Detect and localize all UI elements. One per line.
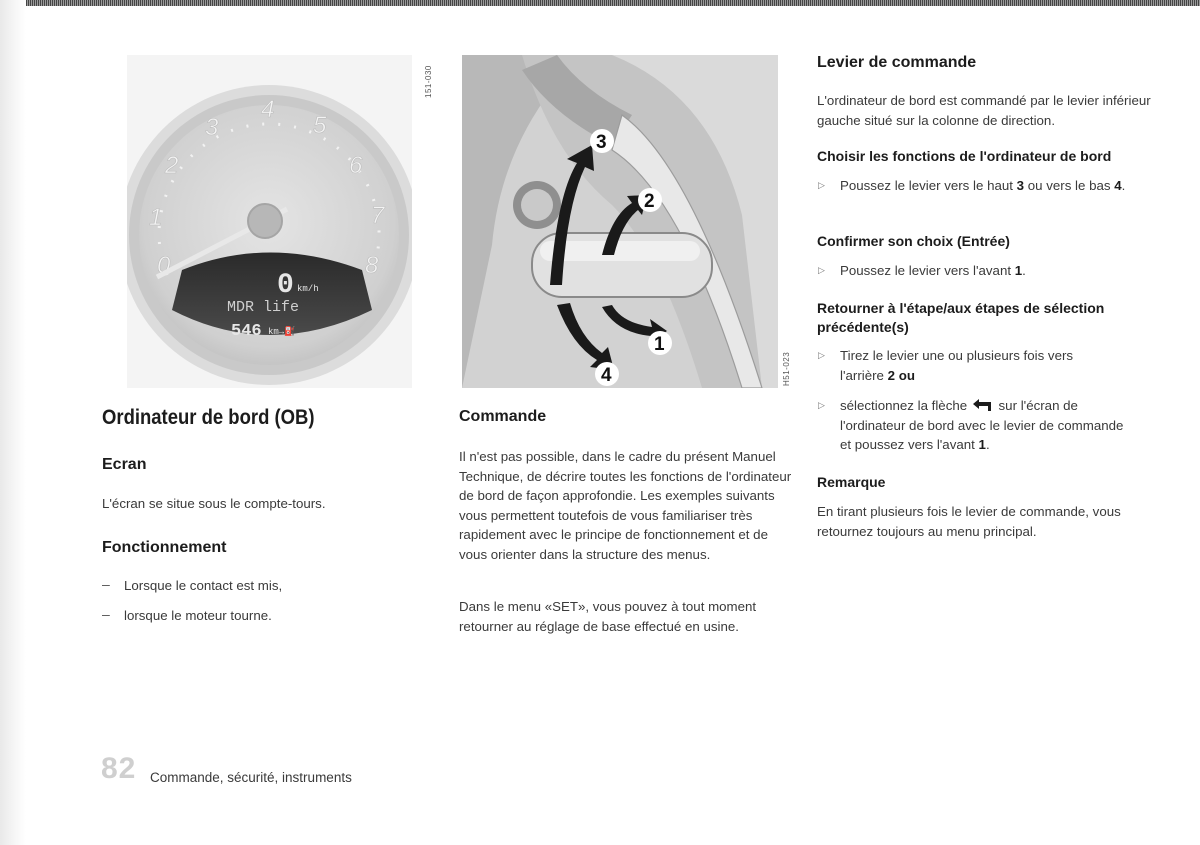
triangle-right-icon: ▷ <box>818 350 825 360</box>
triangle-right-icon: ▷ <box>818 400 825 410</box>
callout-2: 2 <box>644 191 655 212</box>
retourner-item-1: Tirez le levier une ou plusieurs fois vers l'arrière 2 ou <box>840 348 1074 383</box>
figure-tachometer <box>127 55 412 388</box>
dash-bullet: – <box>102 576 110 592</box>
heading-confirmer: Confirmer son choix (Entrée) <box>817 233 1010 249</box>
heading-choisir: Choisir les fonctions de l'ordinateur de bord <box>817 148 1112 164</box>
footer-section: Commande, sécurité, instruments <box>150 770 352 785</box>
lcd-mode: MDR life <box>227 299 300 316</box>
callout-4: 4 <box>601 365 612 386</box>
lever-illustration <box>462 55 778 388</box>
figure-code-left: 151-030 <box>424 65 433 98</box>
dial-label: 6 <box>349 152 363 179</box>
ecran-text: L'écran se situe sous le compte-tours. <box>102 496 326 511</box>
lcd-distance-unit: km→⛽ <box>268 327 296 337</box>
retourner-item-2: sélectionnez la flèche sur l'écran de l'ordinateur de bord avec le levier de commande et poussez vers l'avant 1. <box>840 398 1124 452</box>
heading-commande: Commande <box>459 408 547 425</box>
triangle-right-icon: ▷ <box>818 180 825 190</box>
levier-intro: L'ordinateur de bord est commandé par le levier inférieur gauche situé sur la colonne de direction. <box>817 93 1151 128</box>
fonct-item-2: lorsque le moteur tourne. <box>124 608 272 623</box>
dash-bullet: – <box>102 606 110 622</box>
dial-label: 3 <box>205 114 219 141</box>
heading-ecran: Ecran <box>102 456 147 473</box>
figure-code-right: H51-023 <box>782 351 791 386</box>
heading-remarque: Remarque <box>817 474 886 490</box>
section-title: Ordinateur de bord (OB) <box>102 406 315 429</box>
commande-para-1: Il n'est pas possible, dans le cadre du présent Manuel Technique, de décrire toutes les fonctions de l'ordinateur de bord de façon approfondie. Les exemples suivants vous permettent toutefois de vous familiariser très rapidement avec le principe de fonctionnement et de vous orienter dans la structure des menus. <box>459 449 792 562</box>
tachometer-illustration <box>127 55 412 388</box>
callout-1: 1 <box>654 334 665 355</box>
scan-binding-edge <box>0 0 26 845</box>
return-arrow-icon <box>971 398 995 412</box>
commande-para-2: Dans le menu «SET», vous pouvez à tout moment retourner au réglage de base effectué en usine. <box>459 599 757 634</box>
heading-levier: Levier de commande <box>817 54 977 71</box>
dial-label: 7 <box>371 202 385 229</box>
dial-label: 2 <box>165 152 179 179</box>
lcd-speed: 0 <box>277 270 294 301</box>
fonct-item-1: Lorsque le contact est mis, <box>124 578 283 593</box>
dial-label: 4 <box>261 96 275 123</box>
remarque-text: En tirant plusieurs fois le levier de commande, vous retournez toujours au menu principal. <box>817 504 1121 539</box>
scan-top-edge <box>0 0 1200 6</box>
dial-label: 0 <box>157 252 171 279</box>
heading-fonctionnement: Fonctionnement <box>102 539 227 556</box>
page-number: 82 <box>101 752 137 785</box>
callout-3: 3 <box>596 132 607 153</box>
choisir-text: Poussez le levier vers le haut 3 ou vers le bas 4. <box>840 178 1126 193</box>
lcd-speed-unit: km/h <box>297 284 319 294</box>
heading-retourner: Retourner à l'étape/aux étapes de sélection précédente(s) <box>817 300 1105 335</box>
lcd-distance: 546 <box>231 322 262 341</box>
dial-label: 8 <box>365 252 379 279</box>
dial-label: 5 <box>313 112 327 139</box>
triangle-right-icon: ▷ <box>818 265 825 275</box>
dial-label: 1 <box>149 204 163 231</box>
figure-steering-lever <box>462 55 778 388</box>
confirmer-text: Poussez le levier vers l'avant 1. <box>840 263 1026 278</box>
